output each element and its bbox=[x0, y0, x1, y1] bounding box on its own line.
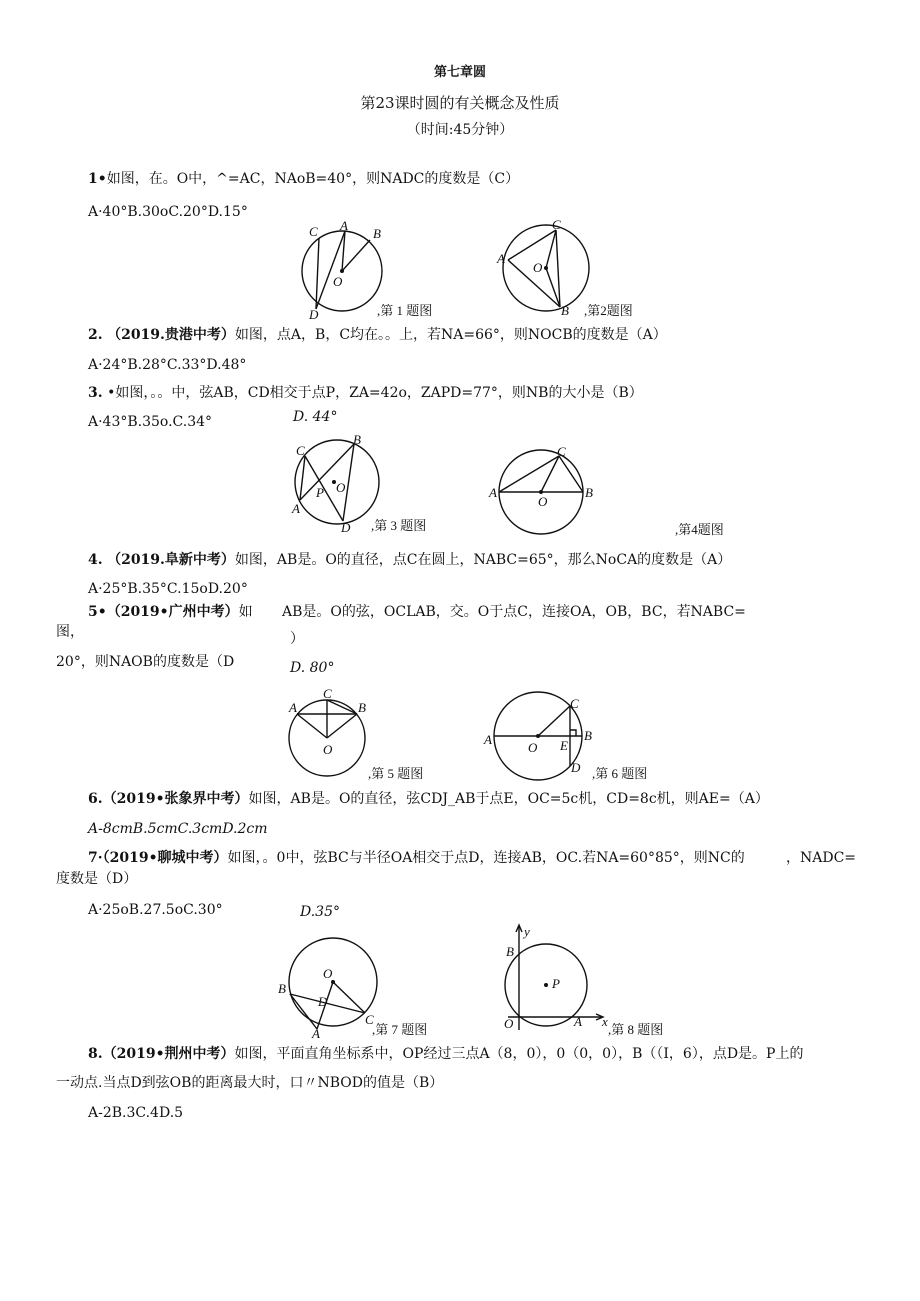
question-4-options: A·25°B.35°C.15oD.20° bbox=[88, 581, 248, 597]
question-6-options: A-8cmB.5cmC.3cmD.2cm bbox=[88, 821, 268, 837]
label-d: D bbox=[309, 307, 319, 322]
label-o: O bbox=[323, 966, 333, 981]
label-b: B bbox=[373, 226, 381, 241]
figure-caption: ,第2题图 bbox=[584, 303, 633, 318]
question-text: 如图，平面直角坐标系中，OP经过三点A（8，0），0（0，0），B（（I，6），点D是。P上的 bbox=[234, 1046, 804, 1062]
question-2 bbox=[88, 326, 667, 344]
figure-caption: ,第 7 题图 bbox=[372, 1022, 428, 1037]
label-b: B bbox=[506, 944, 514, 959]
label-e: E bbox=[560, 738, 568, 753]
label-c: C bbox=[570, 696, 579, 711]
label-p: P bbox=[552, 976, 560, 991]
label-d: D bbox=[571, 760, 581, 775]
label-a: A bbox=[292, 501, 300, 516]
question-number: 5• bbox=[88, 604, 107, 620]
time-limit: （时间:45分钟） bbox=[406, 122, 514, 138]
figure-caption: ,第 8 题图 bbox=[608, 1022, 664, 1037]
radius-oc bbox=[538, 706, 570, 736]
label-c: C bbox=[323, 686, 332, 701]
figure-caption: ,第 5 题图 bbox=[368, 766, 424, 781]
label-o: O bbox=[333, 274, 343, 289]
figure-8 bbox=[492, 922, 692, 1036]
figure-7 bbox=[272, 934, 462, 1040]
question-2-options: A·24°B.28°C.33°D.48° bbox=[88, 357, 247, 373]
center-dot bbox=[536, 734, 540, 738]
label-c: C bbox=[296, 443, 305, 458]
question-text: 如图，在。O中，^=AC，NAoB=40°，则NADC的度数是（C） bbox=[106, 171, 520, 187]
question-number: 6. bbox=[88, 791, 103, 807]
radius-ob bbox=[327, 714, 357, 738]
figure-3 bbox=[287, 430, 457, 536]
label-c: C bbox=[557, 444, 566, 459]
question-source: （2019•张象界中考） bbox=[102, 791, 249, 807]
chapter-title: 第七章圆 bbox=[433, 65, 486, 80]
question-source: （2019•广州中考） bbox=[106, 604, 239, 620]
figure-1 bbox=[295, 218, 475, 322]
question-source: （2019.阜新中考） bbox=[107, 552, 235, 568]
center-dot bbox=[544, 983, 548, 987]
question-5-paren: ） bbox=[290, 631, 304, 647]
question-5-line3: 20°，则NAOB的度数是（D bbox=[56, 654, 235, 670]
question-7-option-d: D.35° bbox=[300, 904, 340, 920]
label-b: B bbox=[358, 700, 366, 715]
question-number: 4. bbox=[88, 552, 103, 568]
label-c: C bbox=[309, 224, 318, 239]
label-o: O bbox=[533, 260, 543, 275]
center-dot bbox=[340, 269, 344, 273]
question-text: •如图，。。中，弦AB，CD相交于点P，ZA=42o，ZAPD=77°，则NB的大小是（B） bbox=[107, 385, 643, 401]
question-text: 如图，AB是。O的直径，点C在圆上，NABC=65°，那么NoCA的度数是（A） bbox=[234, 552, 732, 568]
question-1 bbox=[88, 170, 519, 188]
question-source: （2019.贵港中考） bbox=[107, 327, 235, 343]
label-c: C bbox=[365, 1012, 374, 1027]
radius-ob bbox=[342, 240, 370, 271]
label-b: B bbox=[584, 728, 592, 743]
figure-5 bbox=[284, 684, 454, 784]
chord-ca bbox=[300, 456, 305, 500]
question-source: （2019•聊城中考） bbox=[102, 850, 228, 866]
label-a: A bbox=[497, 251, 505, 266]
figure-6 bbox=[482, 690, 672, 784]
question-5-line2: 图， bbox=[56, 624, 84, 640]
question-source: （2019•荆州中考） bbox=[102, 1046, 235, 1062]
question-text-a: 如 bbox=[238, 604, 253, 620]
question-8-line2: 一动点.当点D到弦OB的距离最大时，口〃NBOD的值是（B） bbox=[56, 1075, 444, 1091]
right-angle-mark bbox=[570, 730, 576, 736]
label-b: B bbox=[561, 303, 569, 318]
label-o: O bbox=[323, 742, 333, 757]
question-7 bbox=[88, 849, 745, 867]
question-number: 8. bbox=[88, 1046, 103, 1062]
label-p: P bbox=[316, 485, 324, 500]
label-o: O bbox=[504, 1016, 514, 1031]
label-x: x bbox=[602, 1014, 608, 1029]
radius-oa bbox=[297, 714, 327, 738]
figure-2 bbox=[494, 218, 684, 322]
label-o: O bbox=[528, 740, 538, 755]
question-7-tail: ，NADC= bbox=[786, 850, 857, 866]
label-b: B bbox=[278, 981, 286, 996]
question-text: 如图，AB是。O的直径，弦CDJ_AB于点E，OC=5c机，CD=8c机，则AE=（A） bbox=[248, 791, 769, 807]
label-b: B bbox=[585, 485, 593, 500]
label-a: A bbox=[574, 1014, 582, 1029]
question-text: 如图，点A，B，C均在。。上，若NA=66°，则NOCB的度数是（A） bbox=[234, 327, 667, 343]
question-3 bbox=[88, 384, 643, 402]
label-b: B bbox=[353, 432, 361, 447]
chord-cb bbox=[556, 230, 560, 307]
question-text: 如图，。0中，弦BC与半径OA相交于点D，连接AB，OC.若NA=60°85°，则NC的 bbox=[227, 850, 745, 866]
label-o: O bbox=[336, 480, 346, 495]
label-c: C bbox=[552, 217, 561, 232]
label-a: A bbox=[312, 1026, 320, 1041]
question-7-line2: 度数是（D） bbox=[56, 871, 138, 887]
question-3-option-d: D. 44° bbox=[293, 409, 338, 425]
label-a: A bbox=[484, 732, 492, 747]
question-4 bbox=[88, 551, 731, 569]
label-a: A bbox=[289, 700, 297, 715]
question-1-options: A·40°B.30oC.20°D.15° bbox=[88, 204, 248, 220]
figure-4 bbox=[487, 446, 767, 538]
question-number: 3. bbox=[88, 385, 103, 401]
question-number: 7· bbox=[88, 850, 103, 866]
question-6 bbox=[88, 790, 769, 808]
figure-caption: ,第 1 题图 bbox=[377, 303, 433, 318]
figure-caption: ,第 3 题图 bbox=[371, 518, 427, 533]
question-8 bbox=[88, 1045, 803, 1063]
chord-cd bbox=[316, 238, 319, 309]
question-8-options: A-2B.3C.4D.5 bbox=[88, 1105, 184, 1121]
label-d: D bbox=[318, 994, 328, 1009]
center-dot bbox=[544, 266, 548, 270]
figure-caption: ,第4题图 bbox=[675, 522, 724, 537]
label-d: D bbox=[341, 520, 351, 535]
question-number: 1• bbox=[88, 171, 107, 187]
figure-caption: ,第 6 题图 bbox=[592, 766, 648, 781]
label-y: y bbox=[524, 924, 530, 939]
question-7-options: A·25oB.27.5oC.30° bbox=[88, 902, 223, 918]
label-a: A bbox=[489, 485, 497, 500]
lesson-title: 第23课时圆的有关概念及性质 bbox=[360, 94, 560, 112]
question-5 bbox=[88, 603, 253, 621]
chord-bc bbox=[327, 700, 357, 714]
label-o: O bbox=[538, 494, 548, 509]
question-3-options: A·43°B.35o.C.34° bbox=[88, 414, 213, 430]
label-a: A bbox=[340, 218, 348, 233]
question-number: 2. bbox=[88, 327, 103, 343]
question-5-text: AB是。O的弦，OCLAB，交。O于点C，连接OA，OB，BC，若NABC= bbox=[282, 604, 746, 620]
question-5-option-d: D. 80° bbox=[290, 660, 335, 676]
